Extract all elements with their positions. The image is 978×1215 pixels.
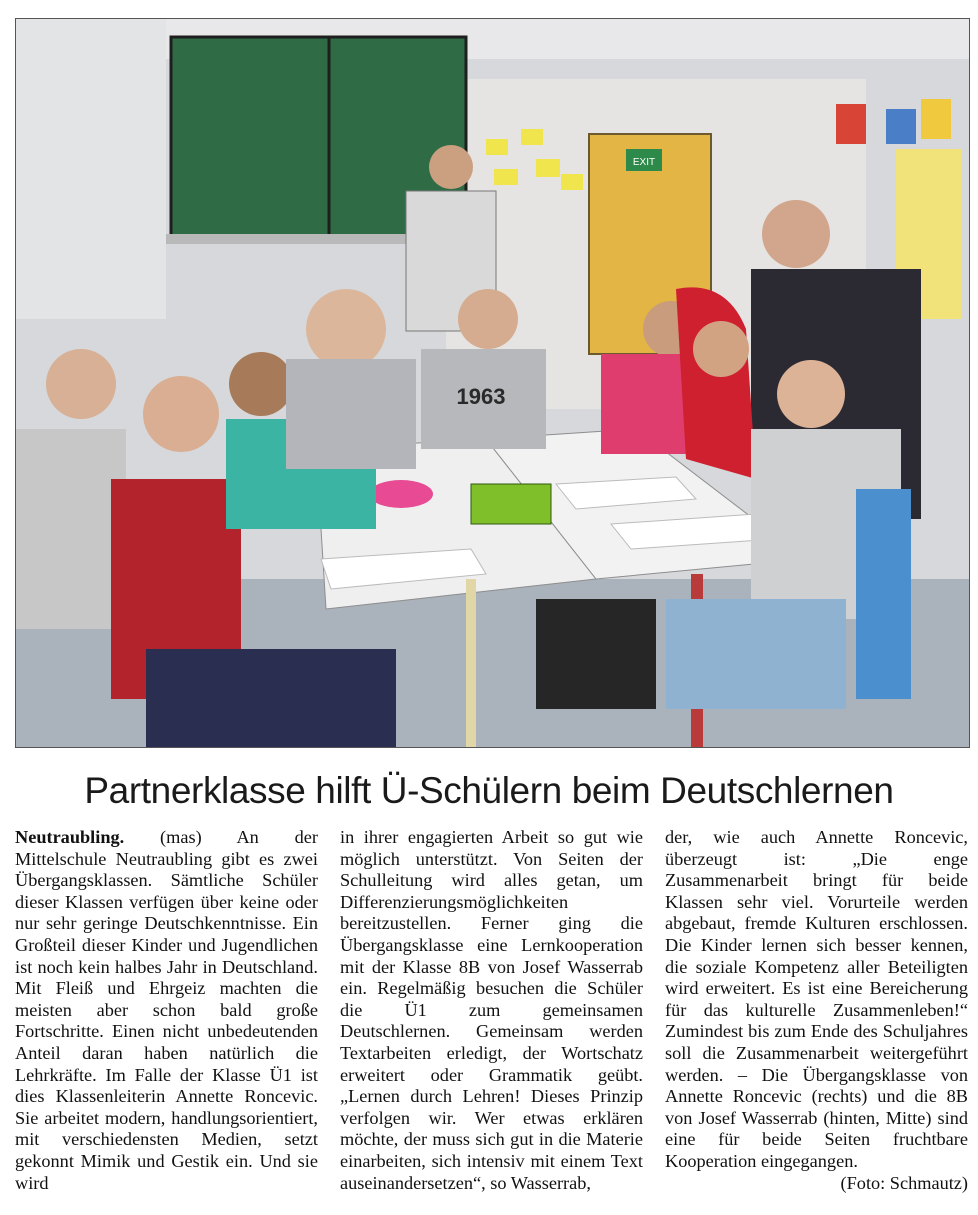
article-column-3 xyxy=(665,827,968,1212)
article-body xyxy=(15,827,968,1212)
column-3-text: der, wie auch Annette Roncevic, überzeugt ist: „Die enge Zusammenarbeit bringt für beide Klassen sehr viel. Vorurteile werden abgebaut, fremde Kulturen erschlossen. Die Kinder lernen sich besser kennen, die soziale Kompetenz aller Beteiligten wird erweitert. Es ist eine Bereicherung für das kulturelle Zusammenleben!“ Zumindest bis zum Ende des Schuljahres soll die Zusammenarbeit weitergeführt werden. – Die Übergangsklasse von Annette Roncevic (rechts) und die 8B von Josef Wasserrab (hinten, Mitte) sind eine für beide Seiten fruchtbare Kooperation eingegangen. xyxy=(665,827,968,1171)
photo-credit: (Foto: Schmautz) xyxy=(840,1172,968,1193)
column-1-text: (mas) An der Mittelschule Neutraubling gibt es zwei Übergangsklassen. Sämtliche Schüler dieser Klassen verfügen über keine oder nur sehr geringe Deutschkenntnisse. Ein Großteil dieser Kinder und Jugendlichen ist noch kein halbes Jahr in Deutschland. Mit Fleiß und Ehrgeiz machten die meisten aber schon bald große Fortschritte. Einen nicht unbedeutenden Anteil daran haben natürlich die Lehrkräfte. Im Falle der Klasse Ü1 ist dies Klassenleiterin Annette Roncevic. Sie arbeitet modern, handlungsorientiert, mit verschiedensten Medien, setzt gekonnt Mimik und Gestik ein. Und sie wird xyxy=(15,827,318,1193)
article-photo xyxy=(15,18,970,748)
classroom-photo-illustration xyxy=(16,19,969,747)
dateline: Neutraubling. xyxy=(15,827,125,847)
shirt-print-text: 1963 xyxy=(456,384,506,409)
article-headline: Partnerklasse hilft Ü-Schülern beim Deutschlernen xyxy=(84,770,894,811)
article-column-2 xyxy=(340,827,643,1212)
column-2-text: in ihrer engagierten Arbeit so gut wie möglich unterstützt. Von Seiten der Schulleitung wird alles getan, um Differenzierungsmöglichkeiten bereitzustellen. Ferner ging die Übergangsklasse eine Lernkooperation mit der Klasse 8B von Josef Wasserrab ein. Regelmäßig besuchen die Schüler die Ü1 zum gemeinsamen Deutschlernen. Gemeinsam werden Textarbeiten erledigt, der Wortschatz erweitert oder Grammatik geübt. „Lernen durch Lehren! Dieses Prinzip verfolgen wir. Wer etwas erklären möchte, der muss sich gut in die Materie einarbeiten, sich intensiv mit einem Text auseinandersetzen“, so Wasserrab, xyxy=(340,827,643,1193)
article-column-1 xyxy=(15,827,318,1212)
exit-sign-text: EXIT xyxy=(632,157,656,168)
